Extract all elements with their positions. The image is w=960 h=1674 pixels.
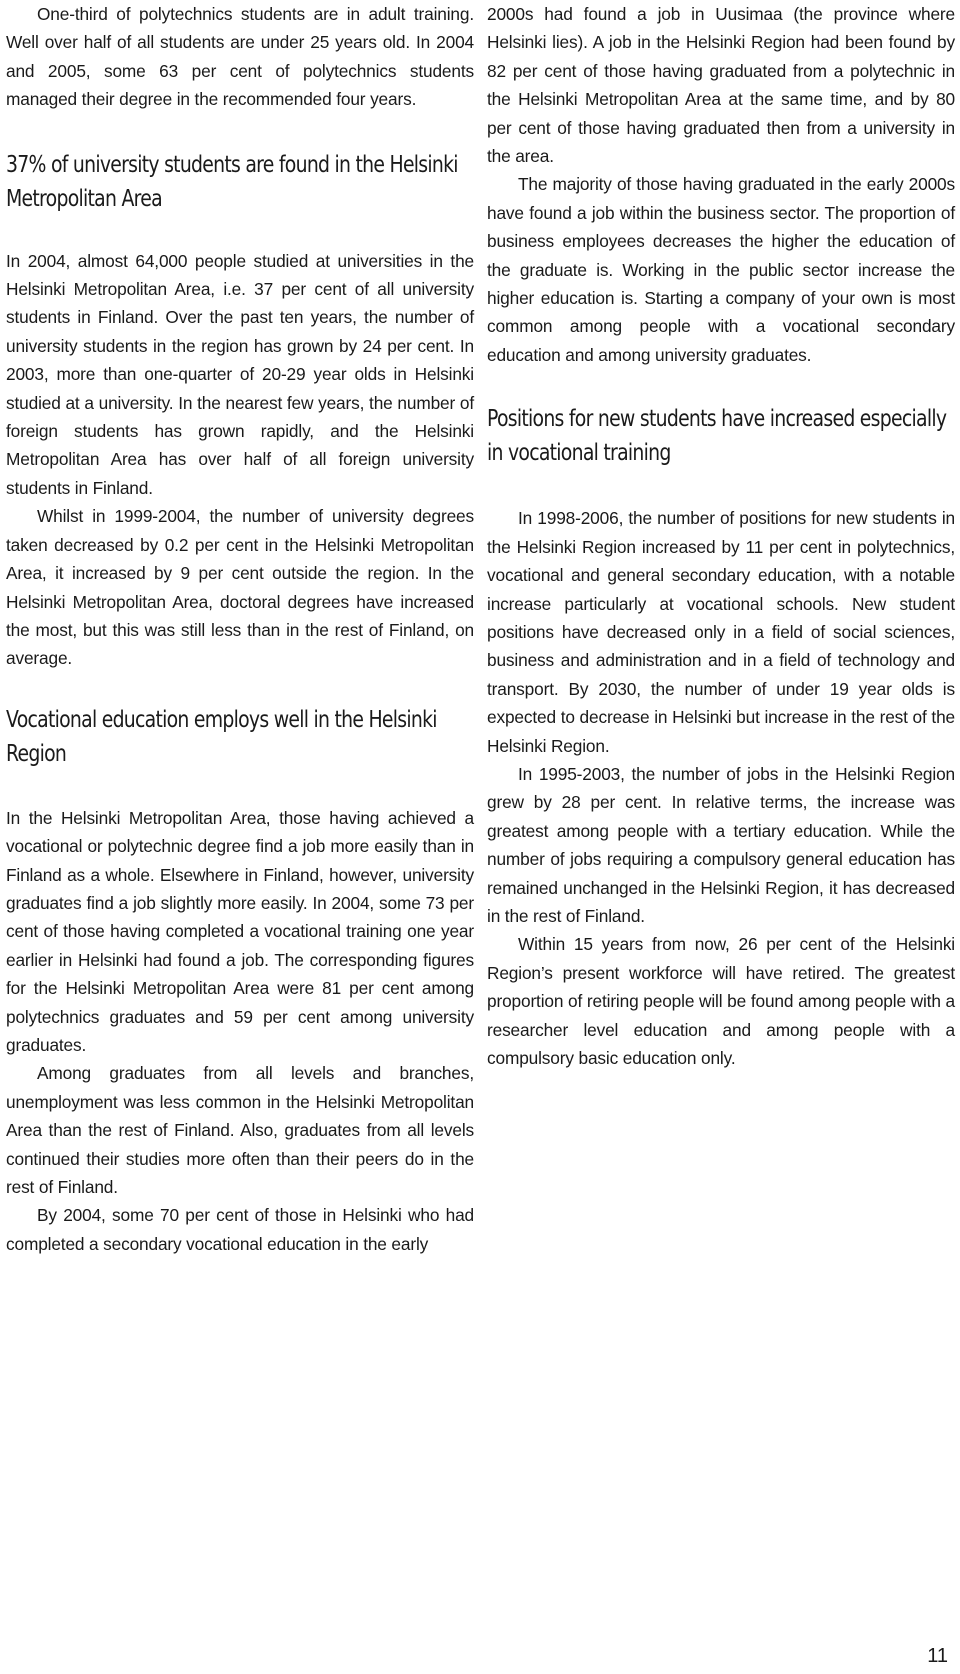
left-paragraph-2: In 2004, almost 64,000 people studied at universities in the Helsinki Metropolitan Area, i.e. 37 per cent of all university students in Finland. Over the past ten years, the number of university students in the region has grown by 24 per cent. In 2003, more than one-quarter of 20-29 year olds in Helsinki studied at a university. In the nearest few years, the number of foreign students has grown rapidly, and the Helsinki Metropolitan Area has over half of all foreign university students in Finland.	[6, 250, 474, 498]
left-paragraph-5: Among graduates from all levels and branches, unemployment was less common in the Helsinki Metropolitan Area than the rest of Finland. Also, graduates from all levels continued their studies more often than their peers do in the rest of Finland.	[6, 1063, 474, 1197]
left-paragraph-1: One-third of polytechnics students are in adult training. Well over half of all students are under 25 years old. In 2004 and 2005, some 63 per cent of polytechnics students managed their degree in the recommended four years.	[6, 4, 474, 110]
right-paragraph-5: Within 15 years from now, 26 per cent of the Helsinki Region’s present workforce will have retired. The greatest proportion of retiring people will be found among people with a researcher level education and among people with a compulsory basic education only.	[487, 934, 955, 1068]
right-paragraph-2: The majority of those having graduated in the early 2000s have found a job within the business sector. The proportion of business employees decreases the higher the education of the graduate is. Working in the public sector increase the higher education is. Starting a company of your own is most common among people with a vocational secondary education and among university graduates.	[487, 174, 955, 365]
section-heading-vocational-education: Vocational education employs well in the Helsinki Region	[6, 706, 437, 767]
section-heading-student-positions: Positions for new students have increased especially in vocational training	[487, 406, 947, 467]
page-number: 11	[927, 1645, 948, 1667]
right-paragraph-1: 2000s had found a job in Uusimaa (the province where Helsinki lies). A job in the Helsinki Region had been found by 82 per cent of those having graduated from a polytechnic in the Helsinki Metropolitan Area at the same time, and by 80 per cent of those having graduated then from a university in the area.	[487, 4, 955, 167]
right-paragraph-3: In 1998-2006, the number of positions for new students in the Helsinki Region increased by 11 per cent in polytechnics, vocational and general secondary education, with a notable increase particularly at vocational schools. New student positions have decreased only in a field of social sciences, business and administration and in a field of technology and transport. By 2030, the number of under 19 year olds is expected to decrease in Helsinki but increase in the rest of the Helsinki Region.	[487, 508, 955, 756]
left-paragraph-4: In the Helsinki Metropolitan Area, those having achieved a vocational or polytechnic degree find a job more easily than in Finland as a whole. Elsewhere in Finland, however, university graduates find a job slightly more easily. In 2004, some 73 per cent of those having completed a vocational training one year earlier in Helsinki had found a job. The corresponding figures for the Helsinki Metropolitan Area were 81 per cent among polytechnics graduates and 59 per cent among university graduates.	[6, 807, 474, 1055]
left-paragraph-3: Whilst in 1999-2004, the number of university degrees taken decreased by 0.2 per cent in the Helsinki Metropolitan Area, it increased by 9 per cent outside the region. In the Helsinki Metropolitan Area, doctoral degrees have increased the most, but this was still less than in the rest of Finland, on average.	[6, 506, 474, 669]
right-paragraph-4: In 1995-2003, the number of jobs in the Helsinki Region grew by 28 per cent. In relative terms, the increase was greatest among people with a tertiary education. While the number of jobs requiring a compulsory general education has remained unchanged in the Helsinki Region, it has decreased in the rest of Finland.	[487, 763, 955, 926]
right-column	[487, 0, 955, 1072]
section-heading-university-students: 37% of university students are found in the Helsinki Metropolitan Area	[6, 151, 458, 212]
left-column	[6, 0, 474, 1258]
left-paragraph-6: By 2004, some 70 per cent of those in Helsinki who had completed a secondary vocational education in the early	[6, 1205, 474, 1254]
